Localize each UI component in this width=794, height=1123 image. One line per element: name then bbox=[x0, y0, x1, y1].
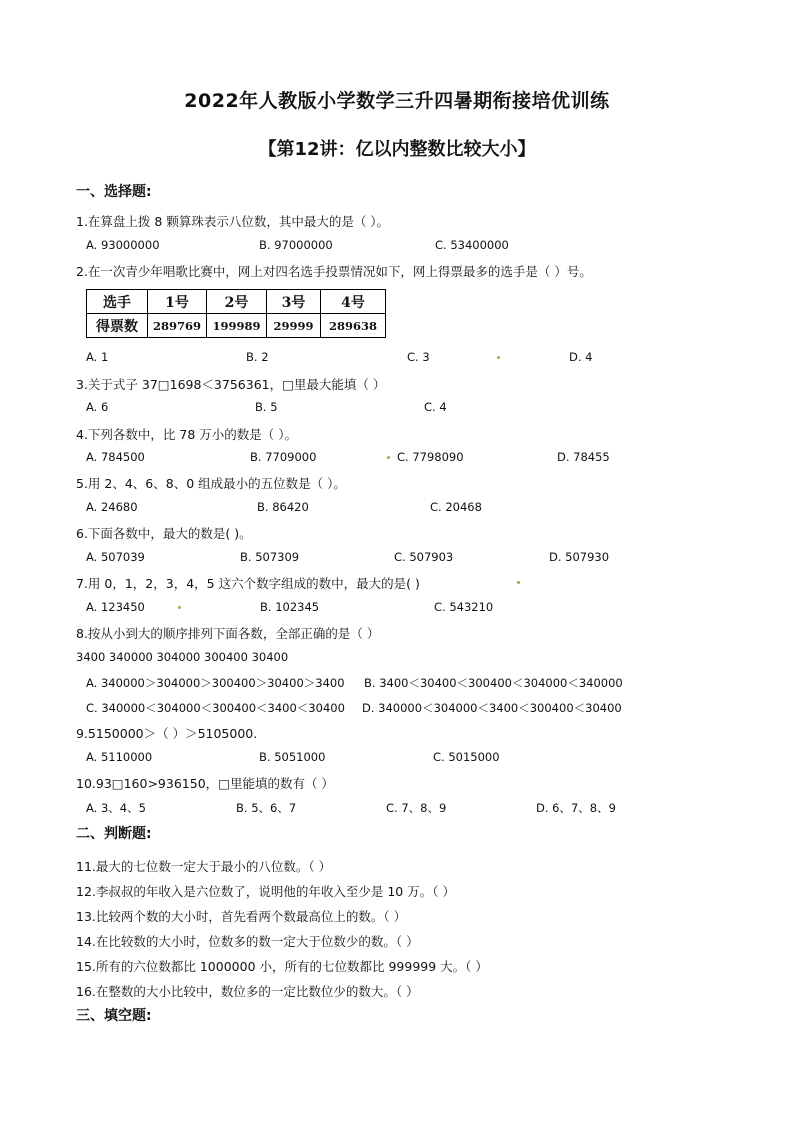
option-d[interactable]: D. 6、7、8、9 bbox=[536, 801, 616, 815]
option-b[interactable]: B. 5 bbox=[255, 400, 278, 414]
option-b[interactable]: B. 5051000 bbox=[259, 750, 326, 764]
option-c[interactable]: C. 340000＜304000＜300400＜3400＜30400 bbox=[86, 701, 345, 715]
option-c[interactable]: C. 4 bbox=[424, 400, 447, 414]
question-3: 3.关于式子 37□1698＜3756361，□里最大能填（ ） bbox=[76, 377, 386, 392]
header-cell: 3号 bbox=[267, 290, 321, 314]
question-7: 7.用 0，1，2，3，4，5 这六个数字组成的数中，最大的是( ) bbox=[76, 576, 420, 591]
option-b[interactable]: B. 507309 bbox=[240, 550, 300, 564]
question-10: 10.93□160>936150，□里能填的数有（ ） bbox=[76, 776, 334, 791]
option-a[interactable]: A. 24680 bbox=[86, 500, 138, 514]
option-d[interactable]: D. 340000＜304000＜3400＜300400＜30400 bbox=[362, 701, 622, 715]
section-judge-heading: 二、判断题: bbox=[76, 826, 152, 842]
option-a[interactable]: A. 784500 bbox=[86, 450, 145, 464]
option-a[interactable]: A. 3、4、5 bbox=[86, 801, 146, 815]
question-14: 14.在比较数的大小时，位数多的数一定大于位数少的数。（ ） bbox=[76, 934, 419, 949]
option-b[interactable]: B. 97000000 bbox=[259, 238, 333, 252]
question-1: 1.在算盘上拨 8 颗算珠表示八位数，其中最大的是（ ）。 bbox=[76, 214, 390, 229]
option-c[interactable]: C. 507903 bbox=[394, 550, 454, 564]
vote-table-header-row bbox=[87, 290, 386, 314]
option-d[interactable]: D. 4 bbox=[569, 350, 593, 364]
option-b[interactable]: B. 2 bbox=[246, 350, 269, 364]
question-13: 13.比较两个数的大小时，首先看两个数最高位上的数。（ ） bbox=[76, 909, 407, 924]
section-fill-heading: 三、填空题: bbox=[76, 1008, 152, 1024]
stray-mark bbox=[517, 581, 520, 584]
vote-count-cell: 289769 bbox=[148, 314, 207, 338]
vote-count-cell: 29999 bbox=[267, 314, 321, 338]
option-a[interactable]: A. 1 bbox=[86, 350, 109, 364]
vote-count-cell: 289638 bbox=[321, 314, 386, 338]
vote-count-cell: 199989 bbox=[207, 314, 267, 338]
option-a[interactable]: A. 507039 bbox=[86, 550, 145, 564]
option-b[interactable]: B. 7709000 bbox=[250, 450, 317, 464]
option-a[interactable]: A. 93000000 bbox=[86, 238, 160, 252]
option-a[interactable]: A. 5110000 bbox=[86, 750, 153, 764]
question-2-options bbox=[86, 350, 726, 366]
question-11: 11.最大的七位数一定大于最小的八位数。（ ） bbox=[76, 859, 332, 874]
vote-table-data-row bbox=[87, 314, 386, 338]
question-6: 6.下面各数中，最大的数是( )。 bbox=[76, 526, 252, 541]
question-8: 8.按从小到大的顺序排列下面各数，全部正确的是（ ） bbox=[76, 626, 380, 641]
question-16: 16.在整数的大小比较中，数位多的一定比数位少的数大。（ ） bbox=[76, 984, 419, 999]
question-10-options bbox=[86, 800, 726, 816]
question-2: 2.在一次青少年唱歌比赛中，网上对四名选手投票情况如下，网上得票最多的选手是（ ）号。 bbox=[76, 264, 592, 279]
section-choice-heading: 一、选择题: bbox=[76, 184, 152, 200]
option-c[interactable]: C. 20468 bbox=[430, 500, 482, 514]
header-cell: 选手 bbox=[87, 290, 148, 314]
header-cell: 1号 bbox=[148, 290, 207, 314]
question-4: 4.下列各数中，比 78 万小的数是（ ）。 bbox=[76, 427, 298, 442]
header-cell: 4号 bbox=[321, 290, 386, 314]
option-a[interactable]: A. 123450 bbox=[86, 600, 145, 614]
lesson-subtitle: 【第12讲：亿以内整数比较大小】 bbox=[258, 139, 536, 160]
option-d[interactable]: D. 507930 bbox=[549, 550, 610, 564]
question-6-options bbox=[86, 550, 726, 566]
page-title: 2022年人教版小学数学三升四暑期衔接培优训练 bbox=[184, 90, 610, 112]
vote-table bbox=[86, 289, 386, 338]
option-c[interactable]: C. 543210 bbox=[434, 600, 494, 614]
option-b[interactable]: B. 5、6、7 bbox=[236, 801, 297, 815]
option-d[interactable]: D. 78455 bbox=[557, 450, 610, 464]
question-5-options bbox=[86, 500, 726, 516]
question-3-options bbox=[86, 400, 726, 416]
question-9: 9.5150000＞（ ）＞5105000. bbox=[76, 726, 258, 741]
question-8-options-row2 bbox=[86, 700, 726, 716]
question-8-options-row1 bbox=[86, 675, 726, 691]
question-5: 5.用 2、4、6、8、0 组成最小的五位数是（ ）。 bbox=[76, 476, 346, 491]
question-9-options bbox=[86, 750, 726, 766]
row-label-cell: 得票数 bbox=[87, 314, 148, 338]
option-b[interactable]: B. 102345 bbox=[260, 600, 320, 614]
option-b[interactable]: B. 3400＜30400＜300400＜304000＜340000 bbox=[364, 676, 623, 690]
option-c[interactable]: C. 3 bbox=[407, 350, 430, 364]
option-a[interactable]: A. 6 bbox=[86, 400, 109, 414]
question-8-numbers: 3400 340000 304000 300400 30400 bbox=[76, 650, 289, 664]
option-c[interactable]: C. 7、8、9 bbox=[386, 801, 447, 815]
option-c[interactable]: C. 7798090 bbox=[397, 450, 464, 464]
question-15: 15.所有的六位数都比 1000000 小，所有的七位数都比 999999 大。（ ） bbox=[76, 959, 488, 974]
question-1-options bbox=[86, 238, 726, 254]
question-7-options bbox=[86, 600, 726, 616]
header-cell: 2号 bbox=[207, 290, 267, 314]
stray-mark bbox=[178, 606, 181, 609]
option-c[interactable]: C. 53400000 bbox=[435, 238, 509, 252]
stray-mark bbox=[497, 356, 500, 359]
option-c[interactable]: C. 5015000 bbox=[433, 750, 500, 764]
question-12: 12.李叔叔的年收入是六位数了，说明他的年收入至少是 10 万。（ ） bbox=[76, 884, 455, 899]
question-4-options bbox=[86, 450, 726, 466]
option-a[interactable]: A. 340000＞304000＞300400＞30400＞3400 bbox=[86, 676, 345, 690]
option-b[interactable]: B. 86420 bbox=[257, 500, 309, 514]
stray-mark bbox=[387, 456, 390, 459]
